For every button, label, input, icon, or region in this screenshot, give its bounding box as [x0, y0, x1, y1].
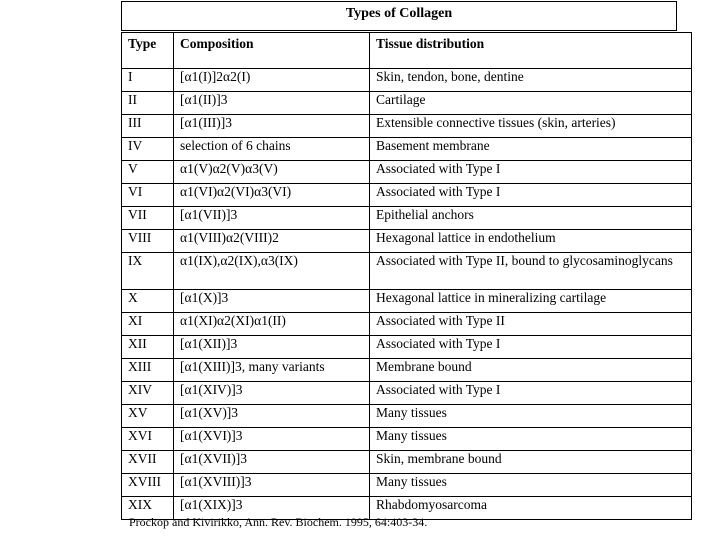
cell-composition: [α1(XV)]3: [174, 405, 370, 428]
cell-composition: α1(VIII)α2(VIII)2: [174, 230, 370, 253]
table-row: [122, 451, 692, 474]
table-row: [122, 184, 692, 207]
cell-type: IX: [122, 253, 174, 290]
cell-type: XIX: [122, 497, 174, 520]
cell-type: VI: [122, 184, 174, 207]
table-title-box: [121, 1, 677, 31]
cell-composition: [α1(XVI)]3: [174, 428, 370, 451]
table-title: Types of Collagen: [345, 6, 453, 21]
table-row: [122, 138, 692, 161]
cell-type: XVIII: [122, 474, 174, 497]
cell-composition: [α1(VII)]3: [174, 207, 370, 230]
cell-distribution: Associated with Type II: [370, 313, 692, 336]
cell-composition: [α1(XVII)]3: [174, 451, 370, 474]
collagen-table: [121, 32, 692, 520]
header-row: [122, 33, 692, 69]
cell-distribution: Rhabdomyosarcoma: [370, 497, 692, 520]
cell-distribution: Associated with Type I: [370, 161, 692, 184]
cell-composition: [α1(III)]3: [174, 115, 370, 138]
table-row: [122, 382, 692, 405]
table-row: [122, 359, 692, 382]
cell-distribution: Basement membrane: [370, 138, 692, 161]
cell-type: VII: [122, 207, 174, 230]
cell-composition: α1(V)α2(V)α3(V): [174, 161, 370, 184]
cell-distribution: Many tissues: [370, 474, 692, 497]
cell-composition: [α1(II)]3: [174, 92, 370, 115]
table-row: [122, 474, 692, 497]
table-row: [122, 69, 692, 92]
cell-distribution: Hexagonal lattice in mineralizing cartilage: [370, 290, 692, 313]
citation: Prockop and Kivirikko, Ann. Rev. Biochem. 1995, 64:403-34.: [129, 515, 428, 529]
header-distribution: Tissue distribution: [370, 33, 692, 69]
cell-distribution: Membrane bound: [370, 359, 692, 382]
table-row: [122, 336, 692, 359]
cell-distribution: Associated with Type II, bound to glycosaminoglycans: [370, 253, 692, 290]
table-row: [122, 115, 692, 138]
cell-distribution: Cartilage: [370, 92, 692, 115]
cell-type: X: [122, 290, 174, 313]
table-row: [122, 313, 692, 336]
cell-composition: α1(XI)α2(XI)α1(II): [174, 313, 370, 336]
cell-distribution: Associated with Type I: [370, 336, 692, 359]
table-row: [122, 92, 692, 115]
cell-distribution: Skin, membrane bound: [370, 451, 692, 474]
cell-distribution: Hexagonal lattice in endothelium: [370, 230, 692, 253]
table-body: [122, 69, 692, 520]
cell-type: XIV: [122, 382, 174, 405]
cell-composition: [α1(XII)]3: [174, 336, 370, 359]
header-composition: Composition: [174, 33, 370, 69]
cell-distribution: Associated with Type I: [370, 382, 692, 405]
table-row: [122, 428, 692, 451]
cell-composition: [α1(XIX)]3: [174, 497, 370, 520]
cell-type: IV: [122, 138, 174, 161]
cell-distribution: Many tissues: [370, 428, 692, 451]
cell-composition: [α1(I)]2α2(I): [174, 69, 370, 92]
table-row: [122, 290, 692, 313]
cell-type: XIII: [122, 359, 174, 382]
cell-distribution: Associated with Type I: [370, 184, 692, 207]
cell-composition: selection of 6 chains: [174, 138, 370, 161]
cell-type: I: [122, 69, 174, 92]
cell-type: XVI: [122, 428, 174, 451]
cell-composition: [α1(XIII)]3, many variants: [174, 359, 370, 382]
table-row: [122, 230, 692, 253]
cell-type: XVII: [122, 451, 174, 474]
cell-distribution: Extensible connective tissues (skin, arteries): [370, 115, 692, 138]
cell-type: XI: [122, 313, 174, 336]
cell-composition: α1(IX),α2(IX),α3(IX): [174, 253, 370, 290]
header-type: Type: [122, 33, 174, 69]
cell-composition: α1(VI)α2(VI)α3(VI): [174, 184, 370, 207]
cell-distribution: Epithelial anchors: [370, 207, 692, 230]
cell-distribution: Skin, tendon, bone, dentine: [370, 69, 692, 92]
cell-type: II: [122, 92, 174, 115]
table-row: [122, 253, 692, 290]
cell-composition: [α1(XVIII)]3: [174, 474, 370, 497]
table-row: [122, 207, 692, 230]
cell-type: III: [122, 115, 174, 138]
cell-composition: [α1(X)]3: [174, 290, 370, 313]
cell-type: XV: [122, 405, 174, 428]
cell-composition: [α1(XIV)]3: [174, 382, 370, 405]
cell-type: VIII: [122, 230, 174, 253]
table-row: [122, 161, 692, 184]
table-row: [122, 405, 692, 428]
cell-distribution: Many tissues: [370, 405, 692, 428]
cell-type: V: [122, 161, 174, 184]
cell-type: XII: [122, 336, 174, 359]
